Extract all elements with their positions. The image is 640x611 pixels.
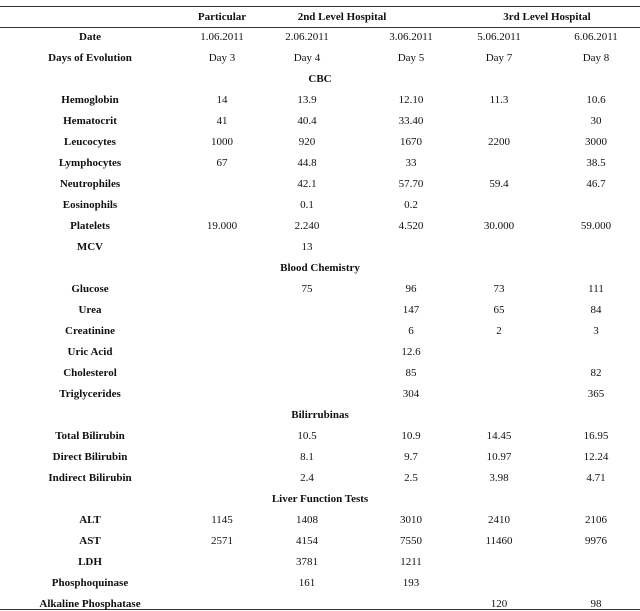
value-cell: 42.1 (297, 178, 317, 190)
value-cell: 2.4 (300, 472, 314, 484)
value-cell: 65 (493, 304, 505, 316)
value-cell: 10.6 (586, 94, 606, 106)
value-cell: 2200 (488, 136, 510, 148)
row-label: Indirect Bilirubin (48, 472, 132, 484)
row-label: Platelets (70, 220, 110, 232)
value-cell: 85 (405, 367, 417, 379)
row-label: Leucocytes (64, 136, 116, 148)
value-cell: 10.9 (401, 430, 421, 442)
value-cell: 30 (590, 115, 602, 127)
section-title: Liver Function Tests (271, 493, 369, 505)
value-cell: 365 (587, 388, 605, 400)
header-rule (0, 27, 640, 28)
value-cell: 12.6 (401, 346, 421, 358)
value-cell: 11460 (485, 535, 513, 547)
value-cell: 8.1 (300, 451, 314, 463)
value-cell: 1211 (400, 556, 422, 568)
value-cell: 304 (402, 388, 420, 400)
group-header: 3rd Level Hospital (503, 11, 591, 23)
row-label: Cholesterol (63, 367, 117, 379)
value-cell: 161 (298, 577, 316, 589)
value-cell: 16.95 (583, 430, 609, 442)
value-cell: 1000 (211, 136, 233, 148)
value-cell: 44.8 (297, 157, 317, 169)
date-cell: 6.06.2011 (574, 31, 618, 43)
day-cell: Day 3 (208, 52, 236, 64)
value-cell: 30.000 (483, 220, 515, 232)
day-cell: Day 5 (397, 52, 425, 64)
value-cell: 12.10 (398, 94, 424, 106)
row-label: Hematocrit (63, 115, 117, 127)
value-cell: 193 (402, 577, 420, 589)
value-cell: 73 (493, 283, 505, 295)
value-cell: 46.7 (586, 178, 606, 190)
row-label: Phosphoquinase (51, 577, 129, 589)
value-cell: 2.5 (404, 472, 418, 484)
section-title: Blood Chemistry (280, 262, 360, 274)
row-label: Alkaline Phosphatase (39, 598, 141, 610)
value-cell: 13 (301, 241, 313, 253)
day-cell: Day 4 (293, 52, 321, 64)
value-cell: 120 (490, 598, 508, 610)
date-cell: 3.06.2011 (389, 31, 433, 43)
date-cell: 1.06.2011 (200, 31, 244, 43)
value-cell: 75 (301, 283, 313, 295)
value-cell: 7550 (400, 535, 422, 547)
row-label: Triglycerides (59, 388, 121, 400)
value-cell: 59.000 (580, 220, 612, 232)
row-label: Eosinophils (62, 199, 118, 211)
row-label: Creatinine (65, 325, 115, 337)
value-cell: 2410 (488, 514, 510, 526)
value-cell: 33 (405, 157, 417, 169)
value-cell: 3 (593, 325, 599, 337)
value-cell: 1670 (400, 136, 422, 148)
value-cell: 4.520 (398, 220, 424, 232)
value-cell: 3781 (296, 556, 318, 568)
value-cell: 10.97 (486, 451, 512, 463)
row-label: Date (79, 31, 101, 43)
value-cell: 11.3 (489, 94, 509, 106)
group-header: Particular (197, 11, 247, 23)
day-cell: Day 8 (582, 52, 610, 64)
value-cell: 6 (408, 325, 414, 337)
value-cell: 920 (298, 136, 316, 148)
row-label: ALT (79, 514, 101, 526)
value-cell: 96 (405, 283, 417, 295)
row-label: Hemoglobin (61, 94, 119, 106)
row-label: Glucose (71, 283, 109, 295)
value-cell: 82 (590, 367, 602, 379)
value-cell: 1145 (211, 514, 233, 526)
value-cell: 41 (216, 115, 228, 127)
value-cell: 14 (216, 94, 228, 106)
row-label: Uric Acid (67, 346, 113, 358)
row-label: Days of Evolution (48, 52, 132, 64)
value-cell: 13.9 (297, 94, 317, 106)
value-cell: 38.5 (586, 157, 606, 169)
value-cell: 3.98 (489, 472, 509, 484)
row-label: AST (79, 535, 101, 547)
value-cell: 0.2 (404, 199, 418, 211)
date-cell: 5.06.2011 (477, 31, 521, 43)
row-label: Urea (78, 304, 102, 316)
value-cell: 33.40 (398, 115, 424, 127)
value-cell: 9.7 (404, 451, 418, 463)
value-cell: 40.4 (297, 115, 317, 127)
section-title: CBC (308, 73, 332, 85)
row-label: Total Bilirubin (55, 430, 125, 442)
top-rule (0, 6, 640, 7)
value-cell: 1408 (296, 514, 318, 526)
value-cell: 111 (588, 283, 604, 295)
value-cell: 147 (402, 304, 420, 316)
section-title: Bilirrubinas (291, 409, 349, 421)
value-cell: 2.240 (294, 220, 320, 232)
value-cell: 9976 (585, 535, 607, 547)
value-cell: 10.5 (297, 430, 317, 442)
value-cell: 57.70 (398, 178, 424, 190)
day-cell: Day 7 (485, 52, 513, 64)
value-cell: 3010 (400, 514, 422, 526)
value-cell: 4154 (296, 535, 318, 547)
value-cell: 2 (496, 325, 502, 337)
row-label: Lymphocytes (58, 157, 122, 169)
row-label: Neutrophiles (59, 178, 121, 190)
value-cell: 14.45 (486, 430, 512, 442)
value-cell: 12.24 (583, 451, 609, 463)
value-cell: 67 (216, 157, 228, 169)
value-cell: 3000 (585, 136, 607, 148)
value-cell: 19.000 (206, 220, 238, 232)
value-cell: 2106 (585, 514, 607, 526)
value-cell: 2571 (211, 535, 233, 547)
row-label: LDH (78, 556, 102, 568)
value-cell: 4.71 (586, 472, 606, 484)
value-cell: 98 (590, 598, 602, 610)
value-cell: 84 (590, 304, 602, 316)
value-cell: 59.4 (489, 178, 509, 190)
value-cell: 0.1 (300, 199, 314, 211)
row-label: MCV (76, 241, 104, 253)
date-cell: 2.06.2011 (285, 31, 329, 43)
row-label: Direct Bilirubin (52, 451, 128, 463)
group-header: 2nd Level Hospital (297, 11, 387, 23)
